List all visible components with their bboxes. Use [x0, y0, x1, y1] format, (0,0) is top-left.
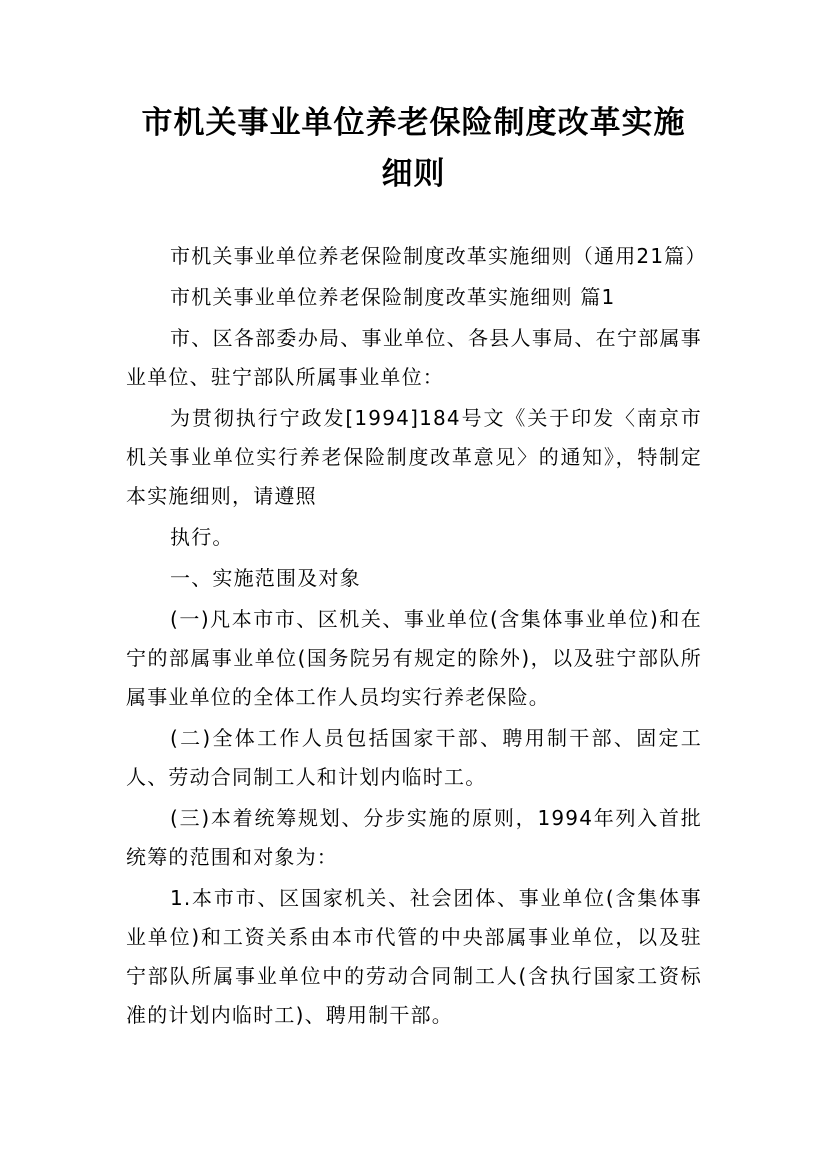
paragraph-section-heading: 市机关事业单位养老保险制度改革实施细则 篇1 — [170, 285, 616, 309]
paragraph-subitem-1: 1.本市市、区国家机关、社会团体、事业单位(含集体事业单位)和工资关系由本市代管的中央部属事业单位，以及驻宁部队所属事业单位中的劳动合同制工人(含执行国家工资标准的计划内临时工)、聘用制干部。 — [126, 886, 702, 1027]
paragraph-item-3: (三)本着统筹规划、分步实施的原则，1994年列入首批统筹的范围和对象为： — [126, 806, 702, 869]
paragraph-addressees: 市、区各部委办局、事业单位、各县人事局、在宁部属事业单位、驻宁部队所属事业单位： — [126, 326, 702, 389]
paragraph-execute: 执行。 — [170, 525, 234, 549]
paragraph-subtitle: 市机关事业单位养老保险制度改革实施细则（通用21篇） — [170, 244, 707, 268]
document-body — [126, 237, 707, 1037]
paragraph-item-1: (一)凡本市市、区机关、事业单位(含集体事业单位)和在宁的部属事业单位(国务院另有规定的除外)，以及驻宁部队所属事业单位的全体工作人员均实行养老保险。 — [126, 607, 702, 709]
paragraph-purpose: 为贯彻执行宁政发[1994]184号文《关于印发〈南京市机关事业单位实行养老保险制度改革意见〉的通知》，特制定本实施细则，请遵照 — [126, 406, 702, 508]
document-title: 市机关事业单位养老保险制度改革实施细则 — [141, 105, 686, 192]
paragraph-item-2: (二)全体工作人员包括国家干部、聘用制干部、固定工人、劳动合同制工人和计划内临时工。 — [126, 726, 702, 789]
paragraph-heading-scope: 一、实施范围及对象 — [170, 566, 361, 590]
